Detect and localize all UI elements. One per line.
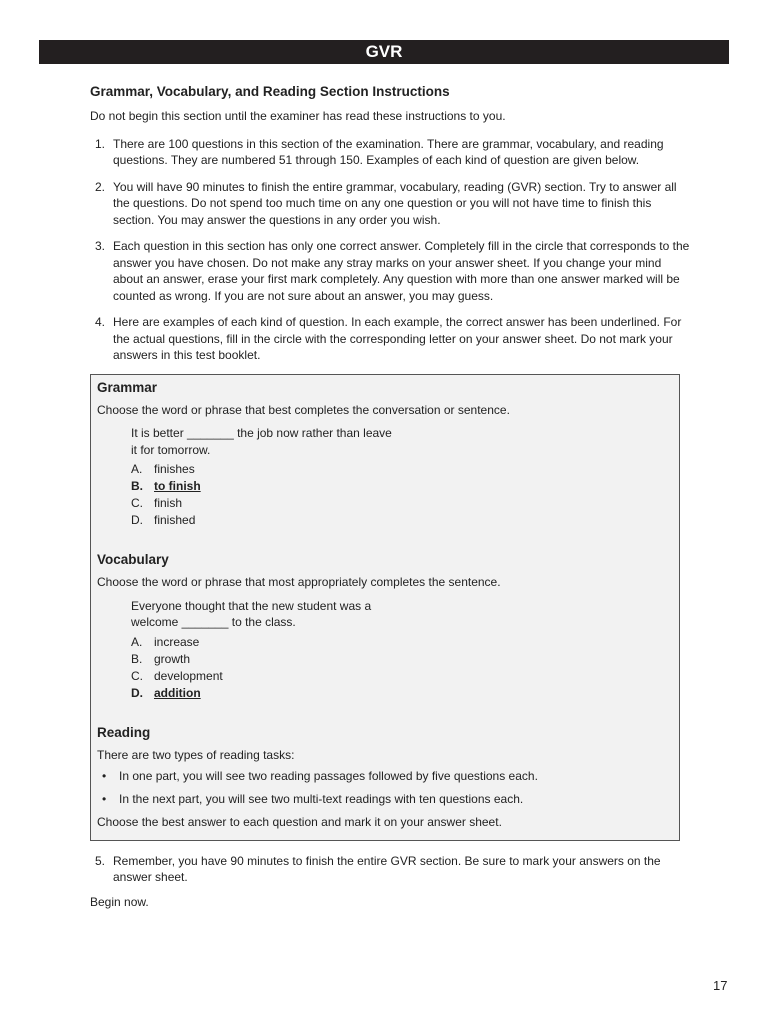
option-text: finish [154, 496, 183, 510]
instruction-item [90, 853, 690, 886]
bullet-dot-icon: • [102, 792, 107, 806]
section-title: Grammar, Vocabulary, and Reading Section Instructions [90, 84, 450, 99]
final-instruction-list [90, 853, 690, 886]
option-text: growth [154, 651, 191, 666]
reading-heading: Reading [97, 724, 151, 740]
option-letter: B. [131, 479, 143, 493]
correct-answer-underline [131, 479, 201, 493]
grammar-question-line: it for tomorrow. [131, 442, 211, 457]
option-letter: A. [131, 634, 143, 649]
option-text: development [154, 668, 223, 683]
grammar-instruction: Choose the word or phrase that best completes the conversation or sentence. [97, 402, 510, 417]
bullet-text: In one part, you will see two reading passages followed by five questions each. [119, 769, 538, 783]
option-item-correct [131, 685, 673, 702]
option-item [131, 495, 673, 512]
reading-closing: Choose the best answer to each question and mark it on your answer sheet. [97, 815, 502, 829]
option-text: to finish [154, 479, 201, 493]
option-item [131, 634, 673, 651]
header-title: GVR [365, 42, 403, 61]
option-item [131, 512, 673, 529]
option-letter: D. [131, 685, 143, 700]
bullet-item [97, 768, 673, 785]
option-text: addition [154, 685, 201, 700]
grammar-options [131, 461, 673, 529]
instruction-text: You will have 90 minutes to finish the entire grammar, vocabulary, reading (GVR) section. Try to answer all the questions. Do not spend too much time on any one question or you will not have time to finish this section. You may answer the questions in any order you wish. [113, 179, 677, 227]
instruction-number: 3. [95, 239, 106, 253]
instruction-number: 1. [95, 136, 106, 151]
vocabulary-options [131, 634, 673, 702]
option-letter: C. [131, 496, 143, 510]
instruction-text: There are 100 questions in this section of the examination. There are grammar, vocabulary, and reading questions. They are numbered 51 through 150. Examples of each kind of question are given below. [113, 136, 664, 167]
section-intro: Do not begin this section until the examiner has read these instructions to you. [90, 109, 506, 123]
option-item [131, 461, 673, 478]
vocabulary-instruction: Choose the word or phrase that most appropriately completes the sentence. [97, 575, 501, 589]
vocabulary-question-line: welcome _______ to the class. [131, 615, 296, 629]
instruction-text: Remember, you have 90 minutes to finish the entire GVR section. Be sure to mark your answers on the answer sheet. [113, 853, 661, 884]
grammar-question-line: It is better _______ the job now rather than leave [131, 426, 392, 440]
vocabulary-question [131, 598, 673, 631]
instruction-item [90, 238, 690, 304]
vocabulary-heading: Vocabulary [97, 552, 169, 567]
instructions-list [90, 136, 690, 364]
page-number: 17 [713, 978, 728, 993]
instruction-number: 4. [95, 315, 106, 329]
option-item [131, 651, 673, 668]
grammar-question [131, 425, 673, 458]
correct-answer-underline [131, 686, 201, 700]
instruction-number: 5. [95, 853, 106, 868]
bullet-dot-icon: • [102, 769, 107, 783]
option-text: finished [154, 513, 196, 527]
option-text: finishes [154, 462, 195, 476]
option-letter: A. [131, 462, 143, 476]
instruction-number: 2. [95, 179, 106, 194]
option-letter: D. [131, 513, 143, 527]
option-item [131, 668, 673, 685]
vocabulary-question-line: Everyone thought that the new student was a [131, 598, 372, 613]
grammar-heading: Grammar [97, 379, 158, 395]
reading-bullets [97, 768, 673, 808]
option-text: increase [154, 634, 200, 649]
instruction-item [90, 136, 690, 169]
bullet-item [97, 791, 673, 808]
bullet-text: In the next part, you will see two multi-text readings with ten questions each. [119, 792, 524, 806]
option-letter: B. [131, 651, 143, 666]
option-item-correct [131, 478, 673, 495]
option-letter: C. [131, 668, 143, 683]
section-header-bar [39, 40, 729, 64]
examples-box [90, 374, 680, 841]
reading-intro: There are two types of reading tasks: [97, 747, 295, 762]
instruction-text: Each question in this section has only one correct answer. Completely fill in the circle that corresponds to the answer you have chosen. Do not make any stray marks on your answer sheet. If you change your mind about an answer, erase your first mark completely. Any question with more than one answer marked will be counted as wrong. If you are not sure about an answer, you may guess. [113, 239, 690, 303]
instruction-text: Here are examples of each kind of question. In each example, the correct answer has been underlined. For the actual questions, fill in the circle with the corresponding letter on your answer sheet. Do not mark your answers in this test booklet. [113, 315, 682, 362]
instruction-item [90, 314, 690, 364]
page-content [90, 83, 690, 910]
begin-now-text: Begin now. [90, 894, 149, 909]
instruction-item [90, 179, 690, 229]
